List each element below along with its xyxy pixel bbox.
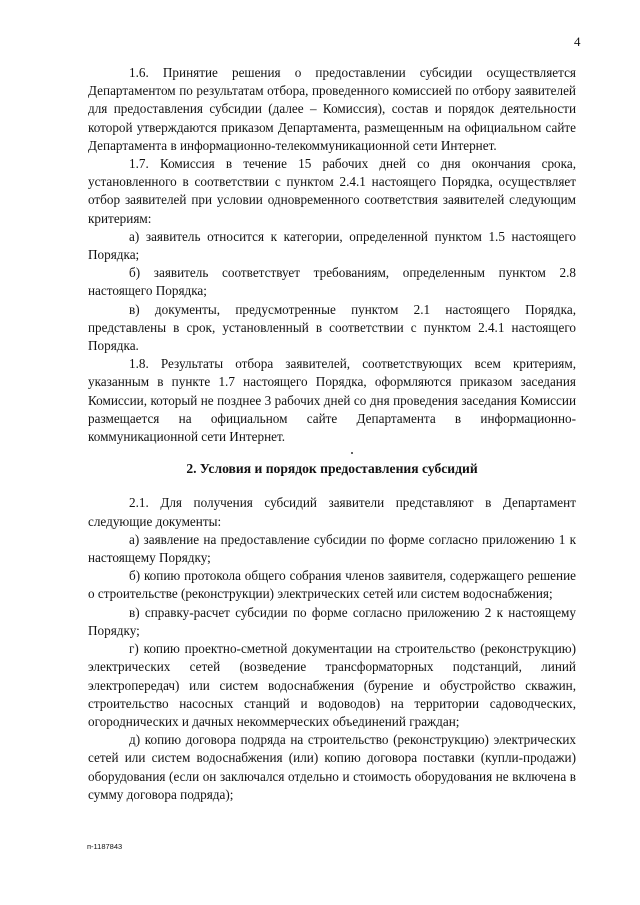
paragraph-2-1: 2.1. Для получения субсидий заявители представляют в Департамент следующие документы: bbox=[88, 495, 576, 529]
page-number: 4 bbox=[574, 34, 581, 49]
criterion-b: б) заявитель соответствует требованиям, определенным пунктом 2.8 настоящего Порядка; bbox=[88, 265, 576, 299]
paragraph-1-7: 1.7. Комиссия в течение 15 рабочих дней со дня окончания срока, установленного в соответствии с пунктом 2.4.1 настоящего Порядка, осуществляет отбор заявителей при условии одновременного соответствия заявителей следующим критериям: bbox=[88, 156, 576, 226]
document-item-c: в) справку-расчет субсидии по форме согласно приложению 2 к настоящему Порядку; bbox=[88, 604, 576, 638]
document-item-e: д) копию договора подряда на строительство (реконструкцию) электрических сетей или систем водоснабжения (или) копию договора поставки (купли-продажи) оборудования (если он заключался отдельно и стоимость оборудования не включена в сумму договора подряда); bbox=[88, 732, 576, 802]
paragraph-1-6: 1.6. Принятие решения о предоставлении субсидии осуществляется Департаментом по результатам отбора, проведенного комиссией по отбору заявителей для предоставления субсидии (далее – Комиссия), состав и порядок деятельности которой утверждаются приказом Департамента, размещенным на официальном сайте Департамента в информационно-телекоммуникационной сети Интернет. bbox=[88, 65, 576, 153]
criterion-a: а) заявитель относится к категории, определенной пунктом 1.5 настоящего Порядка; bbox=[88, 228, 576, 263]
paragraph-1-8: 1.8. Результаты отбора заявителей, соответствующих всем критериям, указанным в пункте 1.7 настоящего Порядка, оформляются приказом заседания Комиссии, который не позднее 3 рабочих дней со дня проведения заседания Комиссии размещается на официальном сайте Департамента в информационно-коммуникационной сети Интернет. bbox=[88, 356, 576, 445]
document-item-a: а) заявление на предоставление субсидии по форме согласно приложению 1 к настоящему Порядку; bbox=[88, 531, 576, 566]
footer-code: п-1187843 bbox=[87, 842, 123, 851]
section-heading: 2. Условия и порядок предоставления субсидий bbox=[186, 461, 478, 477]
document-body bbox=[88, 64, 576, 804]
scan-speck bbox=[351, 452, 353, 454]
document-item-b: б) копию протокола общего собрания членов заявителя, содержащего решение о строительстве (реконструкции) электрических сетей или систем водоснабжения; bbox=[88, 568, 576, 602]
criterion-c: в) документы, предусмотренные пунктом 2.1 настоящего Порядка, представлены в срок, установленный в соответствии с пунктом 2.4.1 настоящего Порядка. bbox=[88, 301, 576, 354]
document-item-d: г) копию проектно-сметной документации на строительство (реконструкцию) электрических сетей (возведение трансформаторных подстанций, линий электропередач) или систем водоснабжения (бурение и обустройство скважин, строительство насосных станций и водоводов) на территории садоводческих, огороднических и дачных некоммерческих объединений граждан; bbox=[88, 641, 576, 729]
